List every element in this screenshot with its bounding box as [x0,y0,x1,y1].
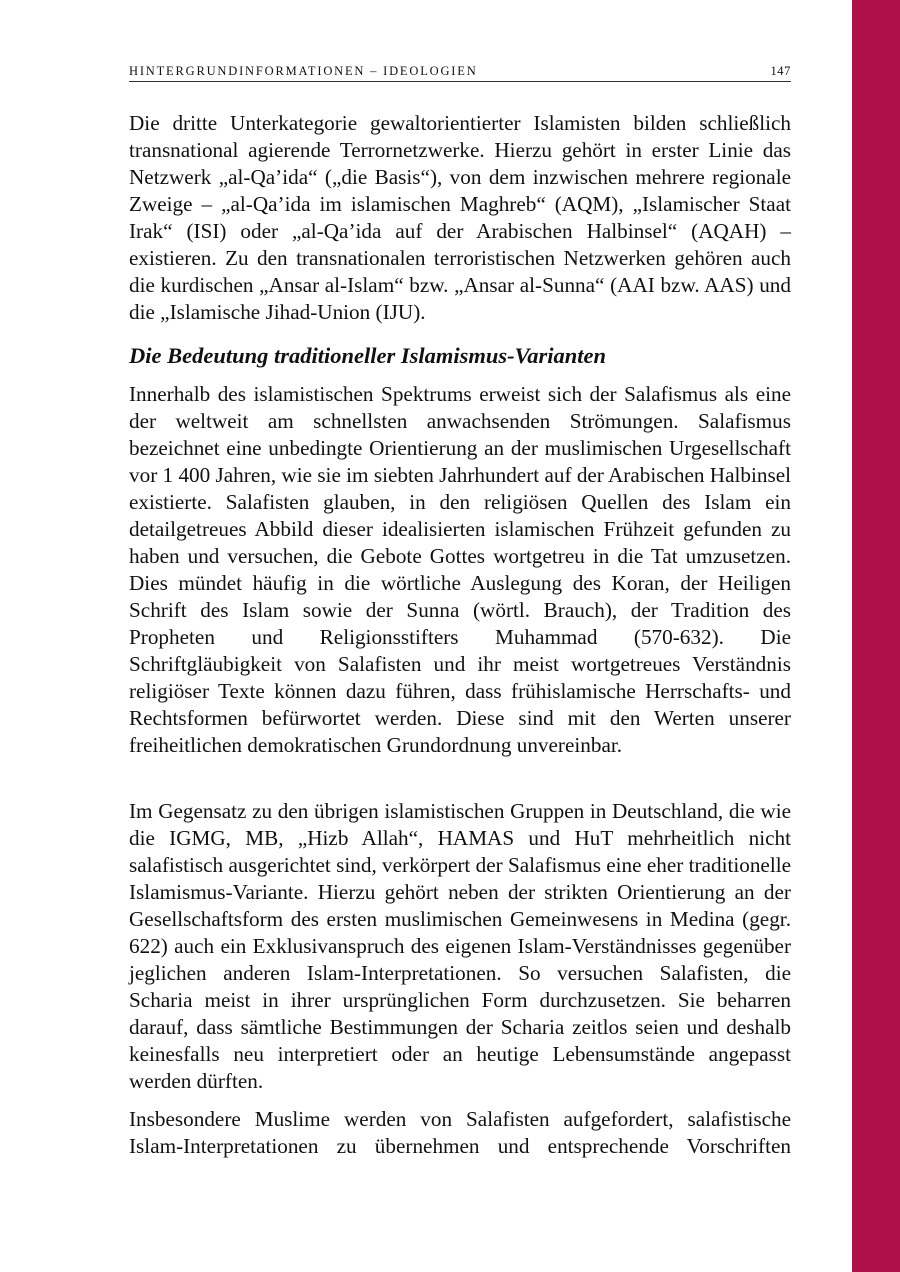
page-edge-color-bar [852,0,900,1272]
paragraph-text: Innerhalb des islamistischen Spektrums erweist sich der Salafismus als eine der weltweit am schnellsten anwachsenden Strömungen. Salafismus bezeichnet eine unbedingte Orientierung an der muslimischen Urgesellschaft vor 1 400 Jahren, wie sie im siebten Jahrhundert auf der Arabischen Halbinsel existierte. Salafisten glauben, in den religiösen Quellen des Islam ein detailgetreues Abbild dieser idealisierten islamischen Frühzeit gefunden zu haben und versuchen, die Gebote Gottes wortgetreu in die Tat umzusetzen. Dies mündet häufig in die wörtliche Auslegung des Koran, der Heiligen Schrift des Islam sowie der Sunna (wörtl. Brauch), der Tradition des Propheten und Religionsstifters Muhammad (570-632). Die Schriftgläubigkeit von Salafisten und ihr meist wortgetreues Verständnis religiöser Texte können dazu führen, dass frühislamische Herrschafts- und Rechtsformen befürwortet werden. Diese sind mit den Werten unserer freiheitlichen demokratischen Grundordnung unvereinbar. [129,382,791,757]
running-header [129,63,791,82]
paragraph-text: Insbesondere Muslime werden von Salafisten aufgefordert, salafistische Islam-Interpretationen zu übernehmen und entsprechende Vorschriften [129,1107,791,1158]
section-heading: Die Bedeutung traditioneller Islamismus-Varianten [129,343,606,368]
paragraph-muslims [129,1106,791,1160]
paragraph-text: Die dritte Unterkategorie gewaltorientierter Islamisten bilden schließlich transnational agierende Terrornetzwerke. Hierzu gehört in erster Linie das Netzwerk „al-Qa’ida“ („die Basis“), von dem inzwischen mehrere regionale Zweige – „al-Qa’ida im islamischen Maghreb“ (AQM), „Islamischer Staat Irak“ (ISI) oder „al-Qa’ida auf der Arabischen Halbinsel“ (AQAH) – existieren. Zu den transnationalen terroristischen Netzwerken gehören auch die kurdischen „Ansar al-Islam“ bzw. „Ansar al-Sunna“ (AAI bzw. AAS) und die „Islamische Jihad-Union (IJU). [129,111,791,324]
paragraph-text: Im Gegensatz zu den übrigen islamistischen Gruppen in Deutschland, die wie die IGMG, MB, „Hizb Allah“, HAMAS und HuT mehrheitlich nicht salafistisch ausgerichtet sind, verkörpert der Salafismus eine eher traditionelle Islamismus-Variante. Hierzu gehört neben der strikten Orientierung an der Gesellschaftsform des ersten muslimischen Gemeinwesens in Medina (gegr. 622) auch ein Exklusivanspruch des eigenen Islam-Verständnisses gegenüber jeglichen anderen Islam-Interpretationen. So versuchen Salafisten, die Scharia meist in ihrer ursprünglichen Form durchzusetzen. Sie beharren darauf, dass sämtliche Bestimmungen der Scharia zeitlos seien und deshalb keinesfalls neu interpretiert oder an heutige Lebensumstände angepasst werden dürften. [129,799,791,1093]
paragraph-traditional-variant [129,798,791,1095]
paragraph-salafism [129,381,791,759]
paragraph-terror-networks [129,110,791,326]
page-number: 147 [770,64,791,78]
header-title: HINTERGRUNDINFORMATIONEN – IDEOLOGIEN [129,64,478,78]
